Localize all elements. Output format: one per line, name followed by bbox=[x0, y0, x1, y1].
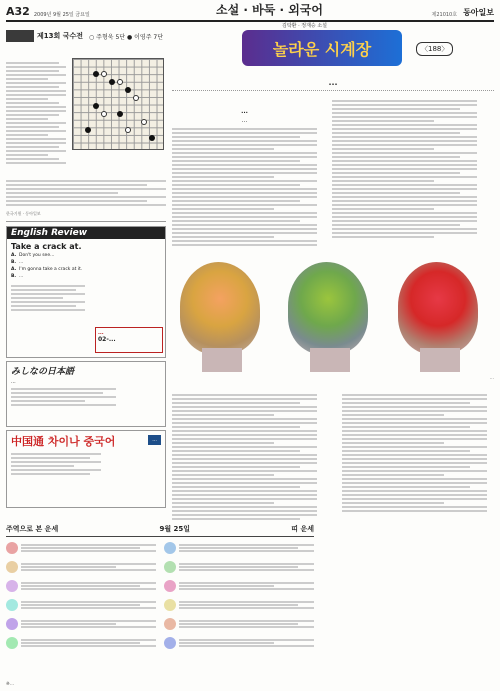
zodiac-icon bbox=[6, 637, 18, 649]
chapter-quote: ... bbox=[241, 117, 248, 124]
figure-caption: ... bbox=[489, 376, 494, 381]
black-stone bbox=[109, 79, 115, 85]
zodiac-entry bbox=[164, 540, 314, 556]
baduk-title-row bbox=[6, 30, 166, 42]
zodiac-icon bbox=[164, 561, 176, 573]
zodiac-entry bbox=[6, 597, 156, 613]
zodiac-entry bbox=[164, 559, 314, 575]
english-ad-box: ... 02-... bbox=[95, 327, 163, 353]
page-header bbox=[6, 4, 494, 22]
chapter-headline: ... bbox=[328, 78, 338, 87]
zodiac-entry bbox=[164, 635, 314, 651]
page-number: A32 bbox=[6, 5, 30, 18]
horoscope-title: 주역으로 본 운세 bbox=[6, 525, 59, 533]
baduk-title: 제13회 국수전 bbox=[37, 32, 83, 40]
white-stone bbox=[133, 95, 139, 101]
zodiac-entry bbox=[6, 540, 156, 556]
novel-column-2 bbox=[332, 98, 477, 240]
horoscope-section bbox=[6, 524, 314, 674]
zodiac-icon bbox=[164, 580, 176, 592]
dialog-line: A. Don't you see... bbox=[11, 253, 55, 258]
chapter-subtitle: ... bbox=[241, 108, 248, 115]
horoscope-date: 9월 25일 bbox=[159, 525, 191, 533]
novel-section bbox=[172, 23, 494, 524]
english-body-text bbox=[7, 280, 89, 316]
japanese-sub: ... bbox=[11, 379, 16, 385]
baduk-commentary bbox=[6, 60, 66, 166]
japanese-section bbox=[6, 361, 166, 427]
black-stone bbox=[117, 111, 123, 117]
issue-number: 제21010호 bbox=[431, 12, 458, 18]
footer-note: ※... bbox=[6, 682, 15, 687]
horoscope-header bbox=[6, 524, 314, 537]
zodiac-entry bbox=[6, 616, 156, 632]
white-stone bbox=[125, 127, 131, 133]
zodiac-entry bbox=[6, 635, 156, 651]
zodiac-icon bbox=[164, 637, 176, 649]
japanese-header: みしなの日本語 bbox=[11, 367, 75, 377]
black-stone bbox=[125, 87, 131, 93]
dialog-line: A. I'm gonna take a crack at it. bbox=[11, 267, 83, 272]
go-board-diagram bbox=[72, 58, 164, 150]
black-stone bbox=[85, 127, 91, 133]
english-review-subtitle: Take a crack at. bbox=[11, 242, 82, 251]
head-figure-1 bbox=[172, 252, 268, 372]
head-figure-2 bbox=[280, 252, 376, 372]
novel-logo: 놀라운 시계장 bbox=[242, 30, 402, 66]
white-stone bbox=[101, 71, 107, 77]
section-title: 소설 · 바둑 · 외국어 bbox=[216, 3, 323, 17]
black-stone bbox=[93, 103, 99, 109]
zodiac-entry bbox=[6, 578, 156, 594]
baduk-footer-text bbox=[6, 178, 166, 208]
zodiac-entry bbox=[6, 559, 156, 575]
novel-title-block bbox=[172, 23, 494, 106]
baduk-players: ○ 주형욱 5단 ● 이영주 7단 bbox=[89, 33, 164, 41]
chinese-section bbox=[6, 430, 166, 508]
zodiac-icon bbox=[6, 599, 18, 611]
dialog-line: B. ... bbox=[11, 260, 24, 265]
english-review-section bbox=[6, 226, 166, 358]
zodiac-icon bbox=[6, 561, 18, 573]
baduk-section bbox=[6, 30, 166, 222]
zodiac-icon bbox=[6, 580, 18, 592]
zodiac-entry bbox=[164, 578, 314, 594]
novel-column-4 bbox=[342, 392, 487, 516]
white-stone bbox=[117, 79, 123, 85]
zodiac-icon bbox=[164, 618, 176, 630]
black-stone bbox=[149, 135, 155, 141]
zodiac-icon bbox=[6, 618, 18, 630]
novel-authors: 김탁환 · 정재승 소설 bbox=[282, 23, 327, 29]
head-figure-3 bbox=[390, 252, 486, 372]
divider bbox=[172, 90, 494, 92]
baduk-logo bbox=[6, 30, 34, 42]
white-stone bbox=[141, 119, 147, 125]
zodiac-entry bbox=[164, 616, 314, 632]
chinese-ad: ... bbox=[148, 435, 161, 445]
novel-illustration bbox=[172, 246, 494, 388]
series-number: 〈188〉 bbox=[416, 42, 453, 56]
newspaper-name: 동아일보 bbox=[463, 8, 494, 17]
zodiac-icon bbox=[6, 542, 18, 554]
novel-column-1 bbox=[172, 108, 317, 248]
left-column bbox=[6, 26, 166, 508]
horoscope-suffix: 띠 운세 bbox=[291, 525, 314, 533]
issue-date: 2009년 9월 25일 금요일 bbox=[33, 12, 90, 18]
english-review-header: English Review bbox=[7, 227, 165, 239]
novel-column-3 bbox=[172, 392, 317, 522]
baduk-credit: 한국기원 · 동아일보 bbox=[6, 211, 41, 216]
chinese-header: 中国通 차이나 중국어 bbox=[11, 435, 116, 448]
zodiac-entry bbox=[164, 597, 314, 613]
zodiac-icon bbox=[164, 599, 176, 611]
black-stone bbox=[93, 71, 99, 77]
dialog-line: B. ... bbox=[11, 274, 24, 279]
zodiac-icon bbox=[164, 542, 176, 554]
white-stone bbox=[101, 111, 107, 117]
horoscope-grid bbox=[6, 540, 314, 651]
